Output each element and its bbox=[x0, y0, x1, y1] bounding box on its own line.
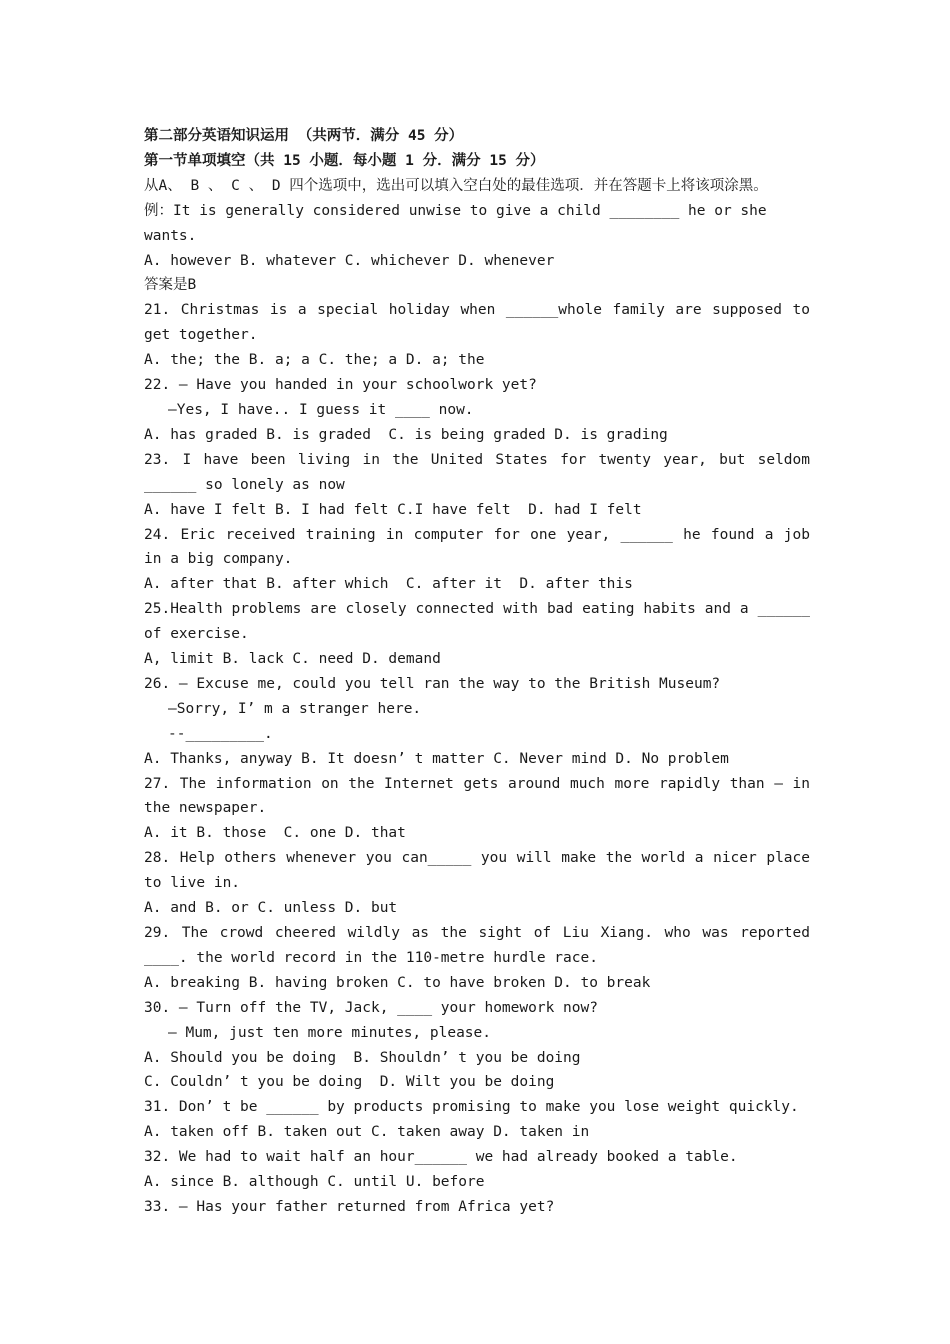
question-27: 27. The information on the Internet gets around much more rapidly than — in the newspaper. bbox=[144, 775, 819, 817]
example-question: 例：It is generally considered unwise to give a child ________ he or she wants. bbox=[144, 202, 776, 244]
question-24: 24. Eric received training in computer for one year, ______ he found a job in a big company. bbox=[144, 526, 819, 568]
example-options: A. however B. whatever C. whichever D. whenever bbox=[144, 252, 555, 269]
part-title: 第二部分英语知识运用 （共两节．满分 45 分） bbox=[144, 128, 464, 144]
question-24-options: A. after that B. after which C. after it D. after this bbox=[144, 576, 633, 593]
question-32: 32. We had to wait half an hour______ we had already booked a table. bbox=[144, 1149, 738, 1166]
question-28-options: A. and B. or C. unless D. but bbox=[144, 900, 398, 917]
question-33: 33. — Has your father returned from Africa yet? bbox=[144, 1198, 555, 1215]
example-answer: 答案是B bbox=[144, 277, 197, 294]
question-27-options: A. it B. those C. one D. that bbox=[144, 825, 406, 842]
question-22: 22. — Have you handed in your schoolwork yet? bbox=[144, 377, 537, 394]
question-30-reply: — Mum, just ten more minutes, please. bbox=[168, 1024, 492, 1041]
question-23-options: A. have I felt B. I had felt C.I have felt D. had I felt bbox=[144, 501, 642, 518]
question-30-options-ab: A. Should you be doing B. Shouldn’ t you be doing bbox=[144, 1049, 581, 1066]
question-31-options: A. taken off B. taken out C. taken away D. taken in bbox=[144, 1124, 590, 1141]
question-26-options: A. Thanks, anyway B. It doesn’ t matter C. Never mind D. No problem bbox=[144, 750, 729, 767]
question-26-blank: --_________. bbox=[168, 725, 273, 742]
document-page bbox=[144, 124, 819, 1220]
question-28: 28. Help others whenever you can_____ you will make the world a nicer place to live in. bbox=[144, 850, 819, 892]
question-30-options-cd: C. Couldn’ t you be doing D. Wilt you be doing bbox=[144, 1074, 555, 1091]
question-29-options: A. breaking B. having broken C. to have broken D. to break bbox=[144, 974, 651, 991]
instructions: 从A、 B 、 C 、 D 四个选项中，选出可以填入空白处的最佳选项．并在答题卡上将该项涂黑。 bbox=[144, 177, 768, 194]
question-22-options: A. has graded B. is graded C. is being graded D. is grading bbox=[144, 426, 668, 443]
question-29: 29. The crowd cheered wildly as the sight of Liu Xiang. who was reported ____. the world record in the 110-metre hurdle race. bbox=[144, 925, 819, 966]
question-25-options: A, limit B. lack C. need D. demand bbox=[144, 651, 441, 668]
question-30: 30. — Turn off the TV, Jack, ____ your homework now? bbox=[144, 999, 598, 1016]
question-23: 23. I have been living in the United States for twenty year, but seldom ______ so lonely as now bbox=[144, 451, 819, 493]
question-26-reply: —Sorry, I’ m a stranger here. bbox=[168, 700, 422, 717]
question-32-options: A. since B. although C. until U. before bbox=[144, 1174, 485, 1191]
section-title: 第一节单项填空（共 15 小题．每小题 1 分．满分 15 分） bbox=[144, 152, 545, 169]
question-25: 25.Health problems are closely connected with bad eating habits and a ______ of exercise. bbox=[144, 601, 819, 643]
question-31: 31. Don’ t be ______ by products promising to make you lose weight quickly. bbox=[144, 1099, 799, 1116]
question-21: 21. Christmas is a special holiday when ______whole family are supposed to get together. bbox=[144, 302, 819, 344]
question-22-reply: —Yes, I have.. I guess it ____ now. bbox=[168, 401, 474, 418]
question-21-options: A. the; the B. a; a C. the; a D. a; the bbox=[144, 352, 485, 369]
question-26: 26. — Excuse me, could you tell ran the way to the British Museum? bbox=[144, 675, 721, 692]
